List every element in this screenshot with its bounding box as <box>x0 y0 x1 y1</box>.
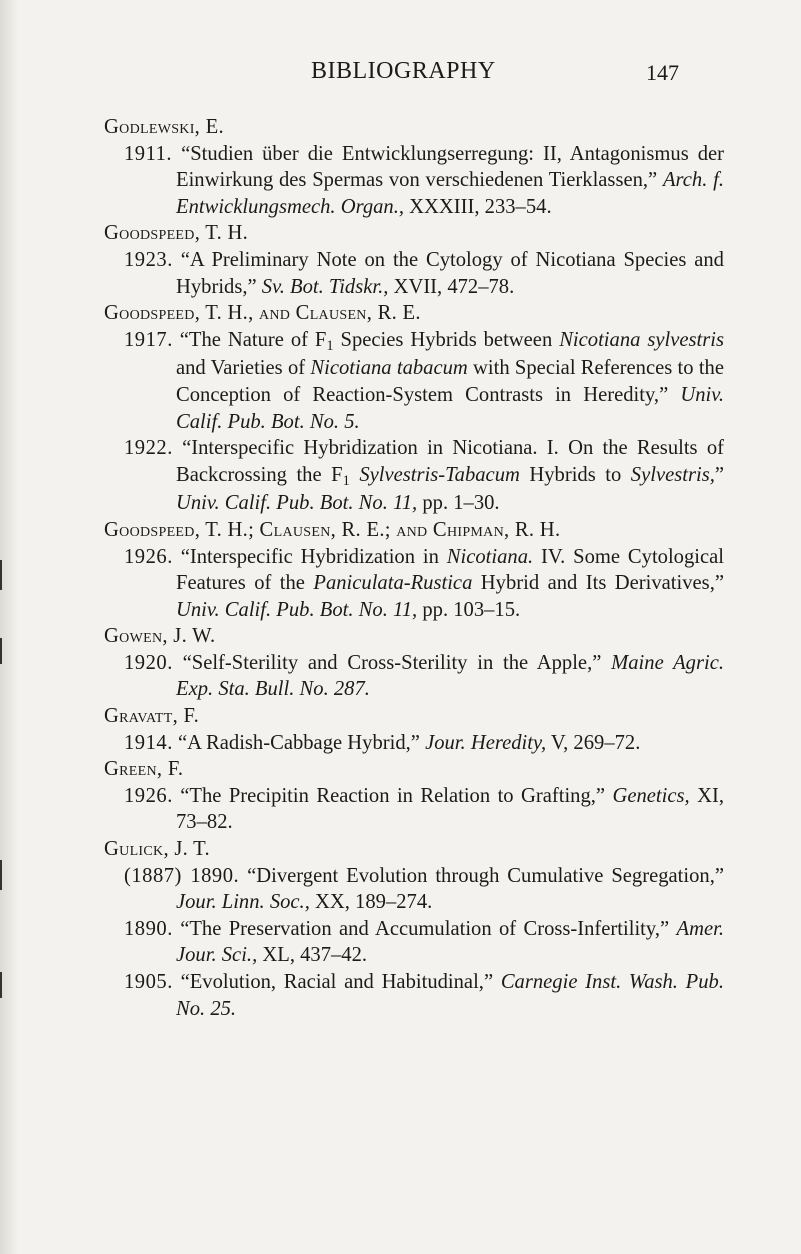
margin-mark <box>0 860 2 890</box>
entry-species: Nicotiana sylvestris <box>559 328 724 351</box>
entry-year: 1917. <box>124 328 173 351</box>
bibliography-entry <box>104 916 724 969</box>
entry-year: 1890. <box>124 917 173 940</box>
entry-species: Nicotiana. <box>446 545 534 568</box>
running-header <box>0 58 801 94</box>
margin-mark <box>0 638 2 664</box>
entry-text: “Studien über die Entwicklungserregung: II, Antagonismus der Einwirkung des Spermas von verschiedenen Tierklassen,” <box>176 142 724 192</box>
entry-journal: Arch. f. Entwicklungsmech. Organ., <box>176 169 724 218</box>
author-heading: Gulick, J. T. <box>104 838 210 861</box>
entry-tail: XVII, 472–78. <box>388 275 515 298</box>
entry-tail: XI, 73–82. <box>176 784 724 834</box>
entry-journal: Univ. Calif. Pub. Bot. No. 11, <box>176 492 418 515</box>
entry-tail: pp. 103–15. <box>417 598 521 621</box>
bibliography-entry <box>104 435 724 517</box>
author-heading: Godlewski, E. <box>104 116 224 138</box>
author-heading: Goodspeed, T. H. <box>104 222 249 245</box>
entry-year: 1926. <box>124 545 173 568</box>
entry-tail: pp. 1–30. <box>417 492 500 515</box>
entry-journal: Univ. Calif. Pub. Bot. No. 5. <box>176 383 724 433</box>
bibliography-entry <box>104 247 724 300</box>
entry-journal: Sv. Bot. Tidskr., <box>261 275 389 298</box>
author-heading: Goodspeed, T. H.; Clausen, R. E.; and Chipman, R. H. <box>104 518 561 541</box>
entry-journal: Jour. Heredity, <box>425 731 547 754</box>
bibliography-entry <box>104 783 724 836</box>
page-gutter-shadow <box>0 0 18 1254</box>
margin-mark <box>0 560 2 590</box>
entry-text: “A Preliminary Note on the Cytology of Nicotiana Species and Hybrids,” <box>176 248 724 298</box>
entry-text: IV. Some Cytological Features of the <box>176 545 724 595</box>
entry-text: “Interspecific Hybridization in Nicotiana. I. On the Results of Backcrossing the F <box>176 437 724 486</box>
entry-journal: Univ. Calif. Pub. Bot. No. 11, <box>176 598 418 621</box>
entry-tail: XL, 437–42. <box>257 944 368 967</box>
entry-text: and Varieties of <box>176 357 311 380</box>
entry-text: “The Precipitin Reaction in Relation to Grafting,” <box>180 784 613 807</box>
entry-species: Sylvestris, <box>630 463 715 486</box>
entry-text: “The Nature of F <box>179 328 327 351</box>
entry-text: “Interspecific Hybridization in <box>180 545 447 568</box>
margin-mark <box>0 972 2 998</box>
entry-journal: Maine Agric. Exp. Sta. Bull. No. 287. <box>176 651 724 701</box>
page-number: 147 <box>646 60 679 85</box>
entry-text: Hybrids to <box>519 463 631 486</box>
author-heading: Gravatt, F. <box>104 705 200 728</box>
entry-year: 1923. <box>124 248 173 271</box>
entry-year: 1920. <box>124 651 173 674</box>
entry-journal: Jour. Linn. Soc., <box>176 891 310 914</box>
entry-text: “The Preservation and Accumulation of Cross-Infertility,” <box>180 917 677 940</box>
entry-text: with Special References to the Conception of Reaction-System Contrasts in Heredity,” <box>176 357 724 406</box>
entry-journal: Carnegie Inst. Wash. Pub. No. 25. <box>176 971 724 1020</box>
bibliography-entry <box>104 650 724 703</box>
entry-text: “Divergent Evolution through Cumulative Segregation,” <box>247 864 724 887</box>
entry-year: 1926. <box>124 784 173 807</box>
entry-species: Paniculata-Rustica <box>313 572 473 595</box>
entry-text: Hybrid and Its Derivatives,” <box>472 572 724 595</box>
entry-year: 1914. <box>124 731 173 754</box>
entry-journal: Amer. Jour. Sci., <box>176 917 724 967</box>
entry-tail: V, 269–72. <box>546 731 641 754</box>
running-title: BIBLIOGRAPHY <box>311 58 496 84</box>
bibliography-entry <box>104 969 724 1022</box>
bibliography-entry <box>104 141 724 221</box>
entry-year: 1922. <box>124 437 173 460</box>
bibliography-entry <box>104 730 724 757</box>
bibliography-entry <box>104 544 724 624</box>
entry-text: “Self-Sterility and Cross-Sterility in the Apple,” <box>182 651 612 674</box>
author-heading: Gowen, J. W. <box>104 625 216 648</box>
entry-year: 1905. <box>124 971 173 993</box>
entry-text <box>350 464 360 486</box>
entry-text: Species Hybrids between <box>333 328 560 351</box>
bibliography-body <box>104 114 724 1022</box>
bibliography-entry <box>104 863 724 916</box>
author-heading: Goodspeed, T. H., and Clausen, R. E. <box>104 302 421 325</box>
entry-species: Nicotiana tabacum <box>310 357 468 380</box>
entry-species: Sylvestris-Tabacum <box>359 463 520 486</box>
author-heading: Green, F. <box>104 758 184 781</box>
entry-year: 1911. <box>124 142 173 165</box>
entry-text: “A Radish-Cabbage Hybrid,” <box>178 731 426 754</box>
entry-subscript: 1 <box>342 472 350 489</box>
bibliography-entry <box>104 327 724 435</box>
entry-tail: XXXIII, 233–54. <box>404 195 552 218</box>
entry-text: ” <box>714 463 724 486</box>
entry-year: (1887) 1890. <box>124 864 240 887</box>
entry-subscript: 1 <box>326 337 334 354</box>
entry-journal: Genetics, <box>612 784 690 807</box>
entry-tail: XX, 189–274. <box>309 891 433 914</box>
entry-text: “Evolution, Racial and Habitudinal,” <box>180 971 501 993</box>
